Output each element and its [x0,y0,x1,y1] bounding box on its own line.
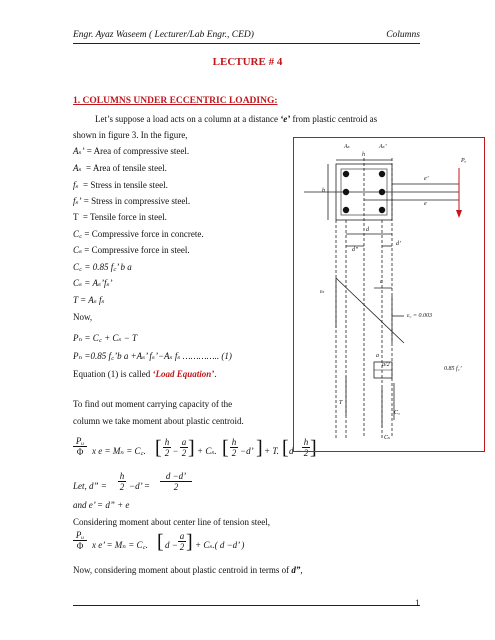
now-last-comma: , [300,565,303,575]
def-symbol: fₛ [73,180,79,190]
load-equation-note [73,369,217,380]
intro-line-2: shown in figure 3. In the figure, [73,130,188,140]
minus-dprime: −d’ [240,446,254,456]
bracket-open: [ [282,437,289,459]
frac-den: Φ [76,447,84,457]
frac-num: Pᵤ [73,436,87,447]
frac-num: h [164,437,170,447]
lecture-title: LECTURE # 4 [212,56,283,68]
label-fc: 0.85 f꜀’ [444,366,462,372]
def-as [73,163,167,174]
d-minus: d − [289,446,302,456]
frac-den: 2 [303,448,309,458]
frac-den: 2 [164,448,170,458]
frac-den: 2 [179,542,185,552]
eq-cs: Cₛ = Aₛ’fₛ’ [73,278,113,288]
def-text: = Compressive force in steel. [84,245,190,255]
load-equation-term: ‘Load Equation’ [152,369,215,379]
def-symbol: fₛ’ [73,196,82,206]
frac-num: h [303,437,309,447]
bracket-open: [ [155,437,162,459]
frac-d-minus-dprime [160,471,192,492]
steel-bar [343,171,349,177]
label-cs: Cₛ [384,435,391,441]
now-last-term: d” [291,565,301,575]
label-h: h [362,152,365,158]
def-t [73,212,167,223]
frac-den: 2 [181,448,187,458]
frac-num: h [231,437,237,447]
let-label: Let, d” = [73,481,107,491]
def-text: = Stress in compressive steel. [83,196,191,206]
frac-pu-phi [73,436,87,457]
label-dprime: d’ [396,241,401,247]
frac-a2 [178,531,186,552]
frac-h2 [163,437,171,458]
steel-bar [343,189,349,195]
moment-line-2: column we take moment about plastic centroid. [73,416,244,426]
steel-bar [379,189,385,195]
def-text: = Compressive force in concrete. [84,229,204,239]
consider-tension-line: Considering moment about center line of tension steel, [73,517,270,527]
label-a: a [376,353,379,359]
label-t: T [339,400,343,406]
steel-bar [343,207,349,213]
def-text: = Stress in tensile steel. [83,180,168,190]
frac-h2 [118,471,126,492]
def-symbol: Aₛ’ [73,146,85,156]
def-cs [73,245,190,256]
def-symbol: Aₛ [73,163,82,173]
def-symbol: T [73,212,79,222]
label-b: b [322,188,325,194]
minus-sign: − [173,446,179,456]
moment-line-1: To find out moment carrying capacity of the [73,399,233,409]
frac-num: Pᵤ [73,530,87,541]
moment-eq-t: + T. [264,446,279,456]
bracket-close: ] [186,531,193,553]
frac-den: 2 [231,448,237,458]
bracket-open: [ [222,437,229,459]
frac-num: a [181,437,187,447]
let-mid: −d’ = [129,481,150,491]
def-cc [73,229,204,240]
def-symbol: Cₛ [73,245,83,255]
frac-den: 2 [119,482,125,492]
label-eps-s: εₛ [320,289,325,295]
now-last-line [73,565,303,576]
moment2-lhs: x e’ = Mₙ = C꜀. [92,540,148,550]
frac-a2 [180,437,188,458]
label-as-prime: Aₛ’ [379,144,387,150]
label-d-dbl: d” [352,247,359,253]
label-e: e [424,201,427,207]
frac-num: a [179,531,185,541]
header-author: Engr. Ayaz Waseem ( Lecturer/Lab Engr., CED) [73,30,254,40]
def-text: = Area of tensile steel. [86,163,167,173]
eq-load: Pₙ =0.85 f꜀’b a +Aₛ’ fₛ’−Aₛ fₛ ………….. (1) [73,351,232,361]
column-figure [293,137,485,452]
label-as: Aₛ [344,144,350,150]
frac-num: d −d’ [160,471,192,482]
label-cc: C꜀ [394,410,401,416]
intro-text: Let’s suppose a load acts on a column at a distance [95,114,281,124]
now-last-text: Now, considering moment about plastic centroid in terms of [73,565,292,575]
page-header [73,30,420,44]
frac-pu-phi [73,530,87,551]
def-fsp [73,196,190,207]
bracket-close: ] [310,437,317,459]
label-c: c [380,279,383,285]
label-a2: a/2 [382,362,390,368]
label-d: d [366,227,369,233]
note-period: . [214,369,217,379]
eprime-relation: and e’ = d” + e [73,500,130,510]
moment2-d: d − [165,540,178,550]
intro-line-1 [95,114,377,125]
label-eps-c: ε꜀ = 0.003 [407,313,432,319]
moment-eq-cs: + Cₛ. [197,446,217,456]
bracket-close: ] [256,437,263,459]
def-symbol: C꜀ [73,229,83,239]
intro-e: ‘e’ [280,114,291,124]
frac-num: h [119,471,125,481]
moment-eq-lhs: x e = Mₙ = C꜀. [92,446,146,456]
def-text: = Area of compressive steel. [86,146,190,156]
header-subject: Columns [386,30,420,40]
frac-h2 [230,437,238,458]
intro-text-b: from plastic centroid as [290,114,378,124]
note-text: Equation (1) is called [73,369,153,379]
label-pu: Pᵤ [461,158,467,164]
section-title: 1. COLUMNS UNDER ECCENTRIC LOADING: [73,96,278,106]
def-fs [73,180,168,191]
eq-t: T = Aₛ fₛ [73,295,105,305]
moment2-cs: + Cₛ.( d −d’ ) [195,540,245,550]
footer-rule [73,605,420,606]
eq-cc: C꜀ = 0.85 f꜀’ b a [73,262,132,272]
page-number: 1 [415,598,420,608]
frac-den: 2 [173,482,179,492]
steel-bar [379,171,385,177]
eq-pn-sum: Pₙ = C꜀ + Cₛ − T [73,333,138,343]
bracket-close: ] [188,437,195,459]
frac-den: Φ [76,541,84,551]
def-text: = Tensile force in steel. [82,212,167,222]
label-eprime: e’ [424,176,429,182]
now-label: Now, [73,312,93,322]
bracket-open: [ [157,531,164,553]
steel-bar [379,207,385,213]
def-asp [73,146,189,157]
